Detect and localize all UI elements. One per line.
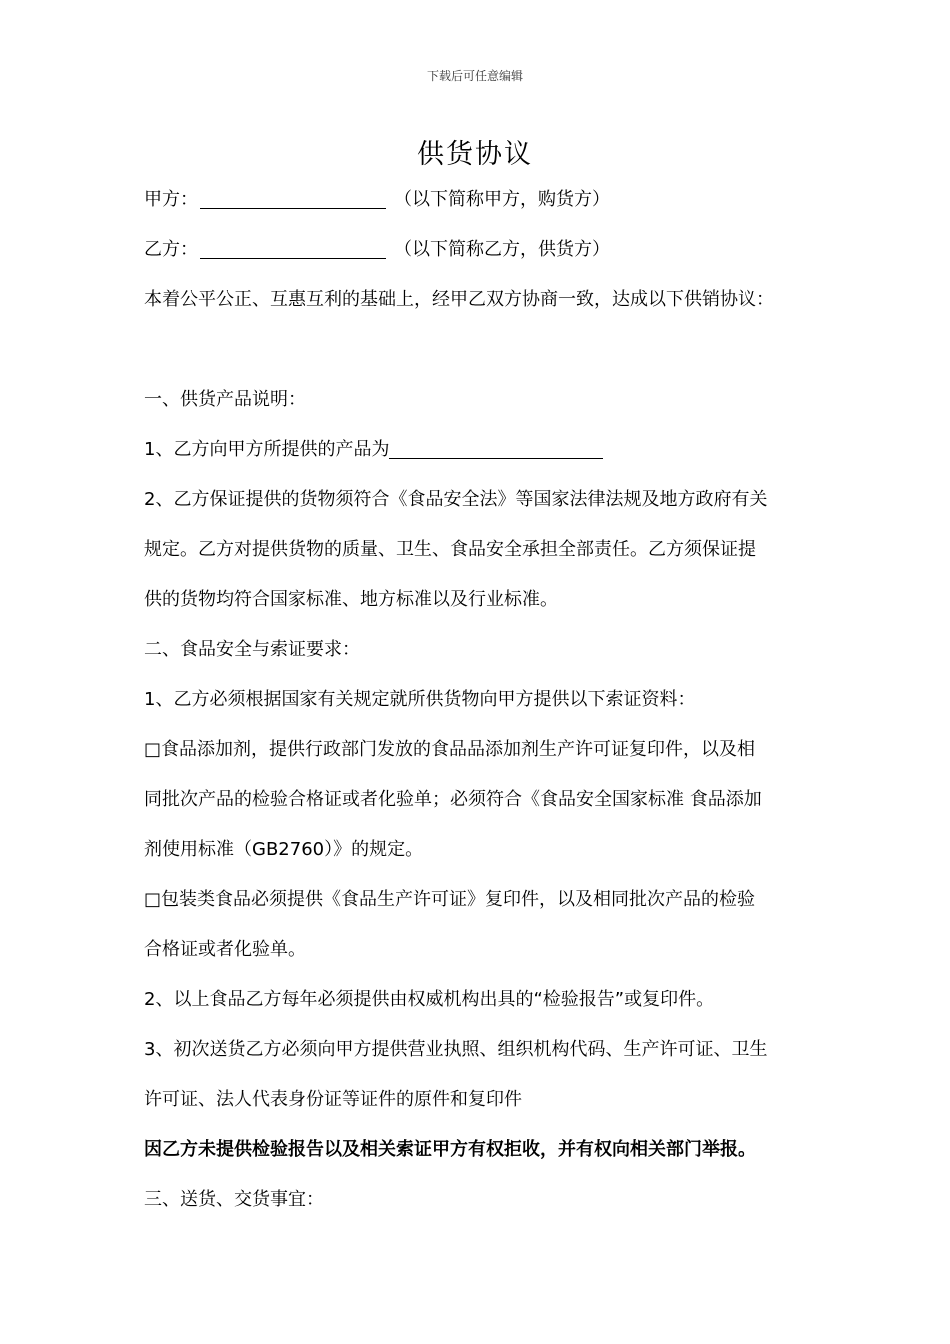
preamble: 本着公平公正、互惠互利的基础上，经甲乙双方协商一致，达成以下供销协议： [144,289,774,310]
section2-warning: 因乙方未提供检验报告以及相关索证甲方有权拒收，并有权向相关部门举报。 [144,1139,756,1160]
section1-item2-line: 供的货物均符合国家标准、地方标准以及行业标准。 [144,589,558,610]
party-b-note: （以下简称乙方，供货方） [394,239,610,260]
party-a-label: 甲方： [144,189,198,210]
product-blank[interactable] [389,438,603,459]
party-b-label: 乙方： [144,239,198,260]
section2-item3-line: 许可证、法人代表身份证等证件的原件和复印件 [144,1089,522,1110]
section2-bullet1-line: □食品添加剂，提供行政部门发放的食品品添加剂生产许可证复印件，以及相 [144,739,756,760]
section2-bullet2-line: □包装类食品必须提供《食品生产许可证》复印件，以及相同批次产品的检验 [144,889,756,910]
section1-heading: 一、供货产品说明： [144,389,306,410]
party-a-blank[interactable] [200,188,386,209]
section2-item1: 1、乙方必须根据国家有关规定就所供货物向甲方提供以下索证资料： [144,689,696,710]
page-title: 供货协议 [417,139,533,170]
section3-heading: 三、送货、交货事宜： [144,1189,324,1210]
section2-bullet2-line: 合格证或者化验单。 [144,939,306,960]
spacer [144,325,824,375]
party-b-line [144,225,824,275]
section1-item1 [144,425,824,475]
document-body [144,175,824,1225]
section1-item1-text: 1、乙方向甲方所提供的产品为 [144,439,390,460]
section2-item3-line: 3、初次送货乙方必须向甲方提供营业执照、组织机构代码、生产许可证、卫生 [144,1039,768,1060]
header-note: 下载后可任意编辑 [426,69,523,83]
section1-item2-line: 规定。乙方对提供货物的质量、卫生、食品安全承担全部责任。乙方须保证提 [144,539,756,560]
section2-bullet1-line: 剂使用标准（GB2760）》的规定。 [144,839,424,860]
party-a-line [144,175,824,225]
section2-heading: 二、食品安全与索证要求： [144,639,360,660]
section1-item2-line: 2、乙方保证提供的货物须符合《食品安全法》等国家法律法规及地方政府有关 [144,489,768,510]
section2-item2: 2、以上食品乙方每年必须提供由权威机构出具的“检验报告”或复印件。 [144,989,715,1010]
party-b-blank[interactable] [200,238,386,259]
party-a-note: （以下简称甲方，购货方） [394,189,610,210]
section2-bullet1-line: 同批次产品的检验合格证或者化验单；必须符合《食品安全国家标准 食品添加 [144,789,762,810]
